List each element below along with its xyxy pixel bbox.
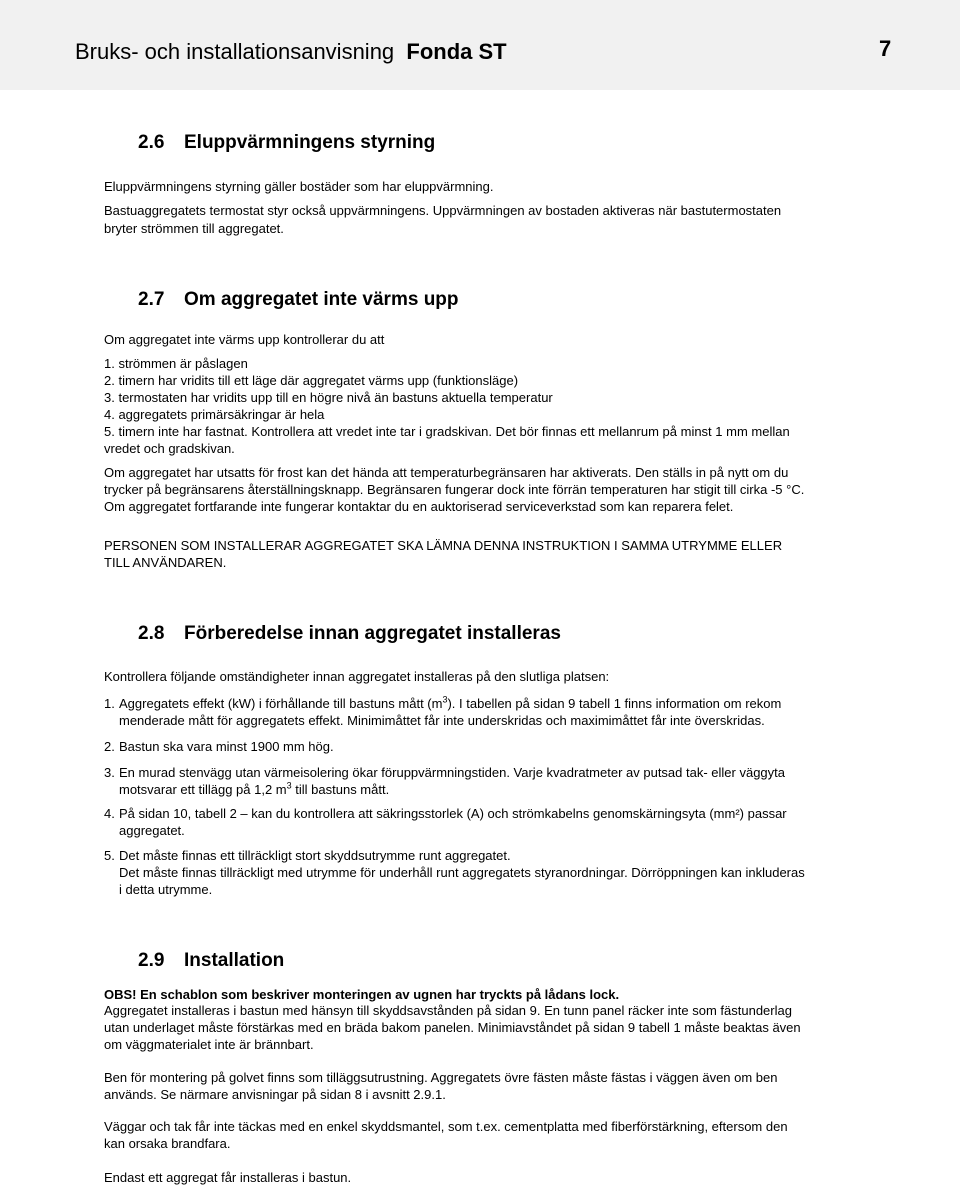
- paragraph-line: bryter strömmen till aggregatet.: [104, 221, 284, 236]
- paragraph: Endast ett aggregat får installeras i bastun.: [104, 1170, 352, 1185]
- paragraph-line: Aggregatet installeras i bastun med hänsyn till skyddsavstånden på sidan 9. En tunn panel räcker inte som fästunderlag: [104, 1003, 792, 1018]
- paragraph-line: Om aggregatet fortfarande inte fungerar kontaktar du en auktoriserad serviceverkstad som kan reparera felet.: [104, 499, 734, 514]
- list-item: 5. timern inte har fastnat. Kontrollera att vredet inte tar i gradskivan. Det bör finnas ett mellanrum på minst 1 mm mellan: [104, 424, 790, 439]
- list-item: 3. En murad stenvägg utan värmeisolering ökar föruppvärmningstiden. Varje kvadratmeter av putsad tak- eller väggyta motsvarar ett tillägg på 1,2 $m^3$ till bastuns mått.: [104, 765, 785, 797]
- section-heading-2-8: 2.8 Förberedelse innan aggregatet installeras: [138, 623, 561, 644]
- paragraph: Om aggregatet inte värms upp kontrollerar du att: [104, 332, 385, 347]
- document-title: Bruks- och installationsanvisning Fonda ST: [75, 39, 507, 64]
- paragraph-line: Bastuaggregatets termostat styr också uppvärmningens. Uppvärmningen av bostaden aktiveras när bastutermostaten: [104, 203, 782, 218]
- paragraph-line: Väggar och tak får inte täckas med en enkel skyddsmantel, som t.ex. cementplatta med fiberförstärkning, eftersom den: [104, 1119, 788, 1134]
- notice-line: PERSONEN SOM INSTALLERAR AGGREGATET SKA LÄMNA DENNA INSTRUKTION I SAMMA UTRYMME ELLER: [104, 538, 783, 553]
- paragraph-line: om väggmaterialet inte är brännbart.: [104, 1037, 314, 1052]
- page-number: 7: [879, 36, 892, 61]
- list-item: 2. Bastun ska vara minst 1900 mm hög.: [104, 739, 334, 754]
- paragraph-line: kan orsaka brandfara.: [104, 1136, 231, 1151]
- list-item: 1. strömmen är påslagen: [104, 356, 248, 371]
- page-header: [0, 0, 960, 90]
- notice-line: TILL ANVÄNDAREN.: [104, 555, 227, 570]
- list-item: 1. Aggregatets effekt (kW) i förhållande till bastuns mått $(m^3)$. I tabellen på sidan 9 tabell 1 finns information om rekom menderade mått för aggregatets effekt. Minimimåttet får inte underskridas och maximimåttet får inte överskridas.: [104, 694, 782, 728]
- section-heading-2-7: 2.7 Om aggregatet inte värms upp: [138, 289, 459, 310]
- paragraph-line: trycker på begränsarens återställningsknapp. Begränsaren fungerar dock inte förrän temperaturen har stigit till cirka -5 °C.: [104, 482, 805, 497]
- list-item: 4. På sidan 10, tabell 2 – kan du kontrollera att säkringsstorlek (A) och strömkabelns genomskärningsyta (mm²) passar aggregatet.: [104, 806, 787, 838]
- paragraph: Eluppvärmningens styrning gäller bostäder som har eluppvärmning.: [104, 179, 494, 194]
- list-item: 5. Det måste finnas ett tillräckligt stort skyddsutrymme runt aggregatet. Det måste finnas tillräckligt med utrymme för underhåll runt aggregatets styranordningar. Dörröppningen kan inkluderas i detta utrymme.: [104, 848, 805, 897]
- paragraph: Kontrollera följande omständigheter innan aggregatet installeras på den slutliga platsen:: [104, 669, 610, 684]
- list-item: 4. aggregatets primärsäkringar är hela: [104, 407, 325, 422]
- list-item: 3. termostaten har vridits upp till en högre nivå än bastuns aktuella temperatur: [104, 390, 553, 405]
- paragraph-line: utan underlaget måste förstärkas med en bräda bakom panelen. Minimiavståndet på sidan 9 tabell 1 måste beaktas även: [104, 1020, 801, 1035]
- obs-note: OBS! En schablon som beskriver monteringen av ugnen har tryckts på lådans lock.: [104, 987, 620, 1002]
- list-item: 2. timern har vridits till ett läge där aggregatet värms upp (funktionsläge): [104, 373, 519, 388]
- list-item-continuation: vredet och gradskivan.: [104, 441, 235, 456]
- section-heading-2-9: 2.9 Installation: [138, 950, 285, 971]
- paragraph-line: används. Se närmare anvisningar på sidan 8 i avsnitt 2.9.1.: [104, 1087, 446, 1102]
- paragraph-line: Ben för montering på golvet finns som tilläggsutrustning. Aggregatets övre fästen måste fästas i väggen även om ben: [104, 1070, 778, 1085]
- section-heading-2-6: 2.6 Eluppvärmningens styrning: [138, 132, 436, 153]
- paragraph-line: Om aggregatet har utsatts för frost kan det hända att temperaturbegränsaren har aktiverats. Den ställs in på nytt om du: [104, 465, 789, 480]
